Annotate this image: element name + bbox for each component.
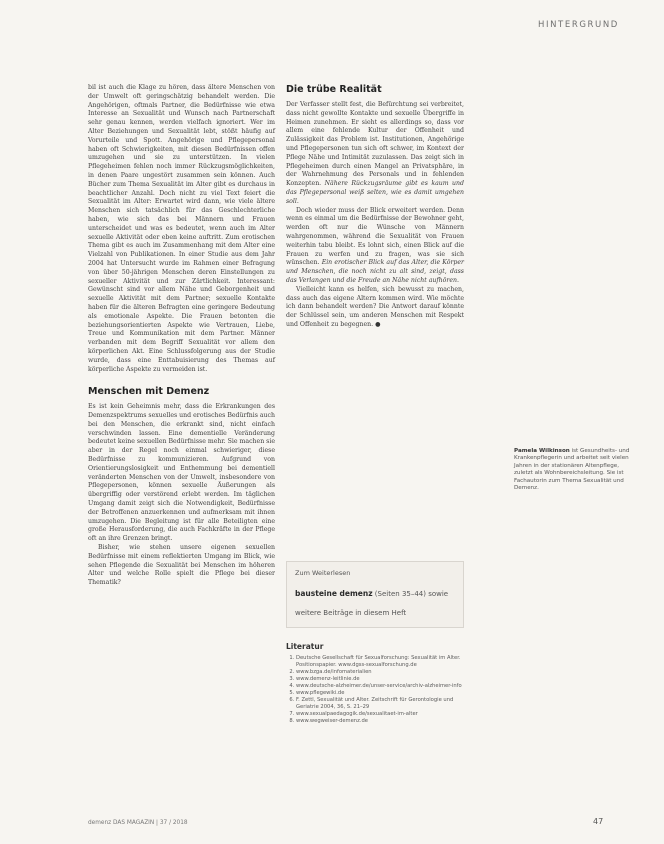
mid-paragraph-3: [286, 286, 464, 330]
literature-item: 5. www.pflegewiki.de: [296, 690, 466, 697]
literature-item: 4. www.deutsche-alzheimer.de/unser-service/archiv-alzheimer-info: [296, 683, 466, 690]
literature-item: 7. www.sexualpaedagogik.de/sexualitaet-im-alter: [296, 711, 466, 718]
literature-section: [286, 642, 466, 725]
author-note-text: [514, 448, 634, 492]
literature-item: 8. www.wegweiser-demenz.de: [296, 718, 466, 725]
end-mark-icon: ●: [375, 320, 381, 328]
footer-publication: demenz DAS MAGAZIN | 37 / 2018: [88, 820, 188, 826]
middle-column: [286, 84, 464, 330]
author-bio: ist Gesundheits- und Krankenpflegerin und arbeitet seit vielen Jahren in der stationären Altenpflege, zuletzt als Wohnbereichsleitung. Sie ist Fachautorin zum Thema Sexualität und Demenz.: [514, 448, 630, 492]
left-paragraph-1: bil ist auch die Klage zu hören, dass ältere Menschen von der Umwelt oft geringschätzig behandelt werden. Die Angehörigen, oftmals Partner, die Bedürfnisse wie etwa Interesse an Sexualität und Wunsch nach Partnerschaft sehr genau kennen, werden vielfach ignoriert. Wer im Alter Beziehungen und Sexualität lebt, stößt häufig auf Vorurteile und Spott. Angehörige und Pflegepersonal haben oft Schwierigkeiten, mit diesen Bedürfnissen offen umzugehen und sie zu unterstützen. In vielen Pflegeheimen fehlen noch immer Rückzugsmöglichkeiten, in denen Paare ungestört zusammen sein können. Auch Bücher zum Thema Sexualität im Alter gibt es durchaus in beachtlicher Anzahl. Doch nicht zu viel Text feiert die Sexualität im Alter: Erwartet wird dann, wie viele ältere Menschen sich tatsächlich für das Geschlechterliche haben, wie sich das bei Männern und Frauen unterscheidet und was es bedeutet, wenn auch im Alter sexuelle Aktivität oder eben keine auftritt. Zum erotischen Thema gibt es auch im Zusammenhang mit dem Alter eine Vielzahl von Publikationen. In einer Studie aus dem Jahr 2004 hat Untersucht wurde im Rahmen einer Befragung von über 50-jährigen Menschen deren Einstellungen zu sexueller Aktivität und zur Zärtlichkeit. Interessant: Gewünscht sind vor allem Nähe und Geborgenheit und sexuelle Aktivität mit dem Partner; sexuelle Kontakte haben für die älteren Befragten eine geringere Bedeutung als emotionale Aspekte. Die Frauen betonten die beziehungsorientierten Aspekte wie Vertrauen, Liebe, Treue und Kommunikation mit dem Partner. Männer verbanden mit dem Begriff Sexualität vor allem den körperlichen Akt. Eine Schlussfolgerung aus der Studie wurde, dass eine Enttabuisierung des Themas auf körperliche Aspekte zu vermeiden ist.: [88, 84, 275, 373]
further-reading-rest: (Seiten 35–44) sowie weitere Beiträge in diesem Heft: [295, 590, 449, 617]
left-paragraph-2: Es ist kein Geheimnis mehr, dass die Erkrankungen des Demenzspektrums sexuelles und erotisches Bedürfnis auch bei den Menschen, die erkrankt sind, nicht einfach verschwinden lassen. Eine dementielle Veränderung bedeutet keine sexuellen Bedürfnisse mehr. Sie machen sie aber in der Regel noch einmal schwieriger, diese Bedürfnisse zu kommunizieren. Aufgrund von Orientierungslosigkeit und Enthemmung bei dementiell veränderten Menschen von der Umwelt, insbesondere von Pflegepersonen, können sexuelle Äußerungen als übergriffig oder verstörend erlebt werden. Im täglichen Umgang damit zeigt sich die Notwendigkeit, Bedürfnisse der Betroffenen anzuerkennen und aufmerksam mit ihnen umzugehen. Die Begleitung ist für alle Beteiligten eine große Herausforderung, die auch Fachkräfte in der Pflege oft an ihre Grenzen bringt.: [88, 403, 275, 543]
mid-paragraph-1-text: Der Verfasser stellt fest, die Befürchtung sei verbreitet, dass nicht gewollte Kontakte und sexuelle Übergriffe in Heimen zunehmen. Er sieht es allerdings so, dass vor allem eine fehlende Kultur der Offenheit und Zulässigkeit das Problem ist. Institutionen, Angehörige und Pflegepersonen tun sich oft schwer, im Kontext der Pflege Nähe und Intimität zuzulassen. Das zeigt sich in Pflegeheimen durch einen Mangel an Privatsphäre, in der Wahrnehmung des Personals und in fehlenden Konzepten.: [286, 101, 464, 188]
further-reading-title: bausteine demenz: [295, 589, 373, 598]
literature-list: [286, 655, 466, 725]
heading-menschen-mit-demenz: Menschen mit Demenz: [88, 386, 210, 398]
mid-paragraph-2: [286, 207, 464, 286]
literature-item: 6. F. Zettl, Sexualität und Alter. Zeitschrift für Gerontologie und Geriatrie 2004, 36, S. 21–29: [296, 697, 466, 711]
left-paragraph-3: Bisher, wie stehen unsere eigenen sexuellen Bedürfnisse mit einem reflektierten Umgang im Blick, wie sehen Pflegende die Sexualität bei Menschen im höheren Alter und welche Rolle spielt die Pflege bei dieser Thematik?: [88, 544, 275, 587]
further-reading-label: Zum Weiterlesen: [295, 569, 351, 577]
author-note: [514, 448, 634, 492]
mid-paragraph-2-italic: Ein erotischer Blick auf das Alter, die Körper und Menschen, die noch nicht zu alt sind, zeigt, dass das Verlangen und die Freude an Nähe nicht aufhören.: [286, 259, 464, 284]
page-number: 47: [593, 817, 604, 826]
mid-paragraph-1-italic: Nähere Rückzugsräume gibt es kaum und das Pflegepersonal weiß selten, wie es damit umgehen soll.: [286, 180, 464, 205]
literature-item: 1. Deutsche Gesellschaft für Sexualforschung: Sexualität im Alter. Positionspapier. www.dgss-sexualforschung.de: [296, 655, 466, 669]
literature-item: 2. www.bzga.de/infomaterialien: [296, 669, 466, 676]
mid-paragraph-2-text: Doch wieder muss der Blick erweitert werden. Denn wenn es einmal um die Bedürfnisse der Bewohner geht, werden oft nur die Wünsche von Männern wahrgenommen, während die Sexualität von Frauen weiterhin tabu bleibt. Es lohnt sich, einen Blick auf die Frauen zu werfen und zu fragen, was sie sich wünschen.: [286, 206, 464, 267]
mid-paragraph-1: [286, 101, 464, 207]
literature-item: 3. www.demenz-leitlinie.de: [296, 676, 466, 683]
further-reading-box: [286, 561, 464, 628]
mid-paragraph-3-text: Vielleicht kann es helfen, sich bewusst zu machen, dass auch das eigene Altern kommen wird. Wie möchte ich dann behandelt werden? Die Antwort darauf könnte der Schlüssel sein, um anderen Menschen mit Respekt und Offenheit zu begegnen.: [286, 285, 464, 328]
literature-title: Literatur: [286, 642, 324, 651]
heading-truebe-realitaet: Die trübe Realität: [286, 84, 382, 95]
left-column: [88, 84, 275, 588]
author-name: Pamela Wilkinson: [514, 448, 570, 454]
section-tag: HINTERGRUND: [538, 20, 619, 30]
